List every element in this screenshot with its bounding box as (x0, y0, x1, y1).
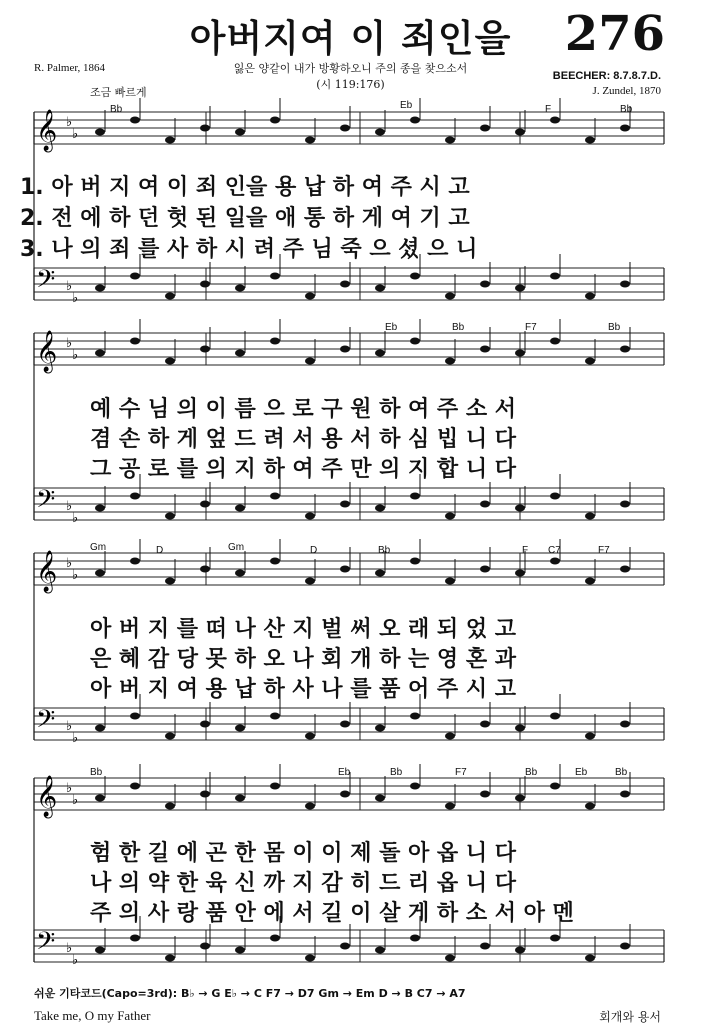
hymn-subtitle: 잃은 양같이 내가 방황하오니 주의 종을 찾으소서 (233, 62, 468, 75)
note-head (305, 513, 315, 520)
treble-clef: 𝄞 (36, 110, 58, 151)
chord-label: Bb (525, 767, 538, 778)
note-head (235, 947, 245, 954)
note-head (410, 273, 420, 280)
flat-sign: ♭ (72, 291, 79, 306)
note-head (410, 935, 420, 942)
note-head (340, 566, 350, 573)
note-head (445, 137, 455, 144)
note-head (340, 943, 350, 950)
bass-clef: 𝄢 (36, 265, 56, 300)
chord-label: F (522, 545, 529, 556)
note-head (235, 350, 245, 357)
note-head (585, 733, 595, 740)
note-head (445, 955, 455, 962)
note-head (480, 125, 490, 132)
note-head (95, 350, 105, 357)
lyricist: R. Palmer, 1864 (34, 62, 106, 74)
note-head (270, 713, 280, 720)
note-head (270, 493, 280, 500)
chord-label: Bb (452, 322, 465, 333)
note-head (550, 117, 560, 124)
note-head (95, 947, 105, 954)
note-head (130, 713, 140, 720)
note-head (515, 570, 525, 577)
tune-name: BEECHER: 8.7.8.7.D. (552, 70, 661, 82)
chord-label: Bb (90, 767, 103, 778)
flat-sign: ♭ (66, 279, 73, 294)
lyric-line: 2. 전 에 하 던 헛 된 일을 애 통 하 게 여 기 고 (20, 206, 470, 231)
note-head (270, 783, 280, 790)
note-head (480, 501, 490, 508)
chord-label: Bb (608, 322, 621, 333)
note-head (270, 273, 280, 280)
note-head (480, 566, 490, 573)
note-head (95, 285, 105, 292)
flat-sign: ♭ (66, 941, 73, 956)
scripture-reference: (시 119:176) (316, 78, 385, 91)
note-head (410, 338, 420, 345)
chord-label: F7 (598, 545, 610, 556)
lyric-line: 그 공 로 를 의 지 하 여 주 만 의 지 합 니 다 (90, 457, 517, 482)
note-head (550, 338, 560, 345)
bass-clef: 𝄢 (36, 705, 56, 740)
chord-label: D (156, 545, 164, 556)
note-head (480, 943, 490, 950)
chord-label: Eb (338, 767, 351, 778)
note-head (550, 558, 560, 565)
note-head (550, 713, 560, 720)
note-head (375, 947, 385, 954)
guitar-chord-guide: 쉬운 기타코드(Capo=3rd): B♭ → G E♭ → C F7 → D7 Gm → Em D → B C7 → A7 (34, 987, 466, 1000)
chord-label: Bb (378, 545, 391, 556)
note-head (515, 285, 525, 292)
lyric-line: 주 의 사 랑 품 안 에 서 길 이 살 게 하 소 서 아 멘 (90, 901, 574, 926)
chord-label: D (310, 545, 318, 556)
lyric-line: 험 한 길 에 곤 한 몸 이 이 제 돌 아 옵 니 다 (90, 841, 517, 866)
note-head (480, 281, 490, 288)
hymn-title: 아버지여 이 죄인을 (189, 17, 512, 60)
note-head (200, 281, 210, 288)
note-head (130, 117, 140, 124)
note-head (375, 129, 385, 136)
flat-sign: ♭ (72, 511, 79, 526)
hymn-category: 회개와 용서 (599, 1010, 661, 1024)
note-head (620, 943, 630, 950)
lyric-line: 나 의 약 한 육 신 까 지 감 히 드 리 옵 니 다 (90, 871, 517, 896)
note-head (95, 129, 105, 136)
note-head (585, 578, 595, 585)
note-head (340, 721, 350, 728)
note-head (480, 346, 490, 353)
note-head (130, 273, 140, 280)
note-head (410, 493, 420, 500)
flat-sign: ♭ (66, 336, 73, 351)
flat-sign: ♭ (72, 793, 79, 808)
note-head (270, 117, 280, 124)
note-head (515, 505, 525, 512)
note-head (585, 803, 595, 810)
note-head (550, 783, 560, 790)
note-head (585, 513, 595, 520)
chord-label: F (545, 104, 552, 115)
note-head (585, 137, 595, 144)
note-head (340, 125, 350, 132)
note-head (165, 513, 175, 520)
note-head (200, 566, 210, 573)
chord-label: C7 (548, 545, 561, 556)
note-head (270, 338, 280, 345)
note-head (445, 513, 455, 520)
composer: J. Zundel, 1870 (592, 85, 661, 97)
flat-sign: ♭ (72, 348, 79, 363)
note-head (130, 783, 140, 790)
note-head (305, 733, 315, 740)
note-head (375, 505, 385, 512)
flat-sign: ♭ (66, 499, 73, 514)
flat-sign: ♭ (72, 953, 79, 968)
note-head (165, 293, 175, 300)
note-head (445, 358, 455, 365)
note-head (95, 505, 105, 512)
note-head (200, 125, 210, 132)
note-head (410, 713, 420, 720)
note-head (620, 721, 630, 728)
note-head (620, 566, 630, 573)
note-head (95, 570, 105, 577)
lyric-line: 3. 나 의 죄 를 사 하 시 려 주 님 죽 으 셨 으 니 (20, 237, 478, 262)
note-head (340, 501, 350, 508)
note-head (620, 346, 630, 353)
note-head (375, 350, 385, 357)
note-head (620, 791, 630, 798)
note-head (585, 293, 595, 300)
note-head (235, 795, 245, 802)
note-head (550, 273, 560, 280)
note-head (550, 493, 560, 500)
note-head (585, 358, 595, 365)
treble-clef: 𝄞 (36, 331, 58, 372)
note-head (410, 117, 420, 124)
note-head (620, 501, 630, 508)
flat-sign: ♭ (66, 556, 73, 571)
note-head (445, 293, 455, 300)
bass-clef: 𝄢 (36, 485, 56, 520)
note-head (165, 358, 175, 365)
note-head (480, 791, 490, 798)
chord-label: Bb (615, 767, 628, 778)
bass-clef: 𝄢 (36, 927, 56, 962)
note-head (305, 803, 315, 810)
note-head (130, 558, 140, 565)
note-head (235, 505, 245, 512)
note-head (200, 346, 210, 353)
note-head (270, 558, 280, 565)
chord-label: F7 (525, 322, 537, 333)
lyric-line: 1. 아 버 지 여 이 죄 인을 용 납 하 여 주 시 고 (20, 175, 470, 200)
note-head (515, 725, 525, 732)
chord-label: Eb (385, 322, 398, 333)
chord-label: Bb (620, 104, 633, 115)
note-head (235, 129, 245, 136)
note-head (620, 281, 630, 288)
note-head (410, 558, 420, 565)
note-head (305, 578, 315, 585)
note-head (270, 935, 280, 942)
note-head (375, 285, 385, 292)
note-head (340, 346, 350, 353)
note-head (165, 137, 175, 144)
lyric-line: 아 버 지 를 떠 나 산 지 벌 써 오 래 되 었 고 (90, 617, 517, 642)
lyric-line: 은 혜 감 당 못 하 오 나 회 개 하 는 영 혼 과 (90, 647, 517, 672)
note-head (445, 733, 455, 740)
note-head (130, 493, 140, 500)
note-head (410, 783, 420, 790)
chord-label: Eb (400, 100, 413, 111)
note-head (515, 795, 525, 802)
note-head (130, 338, 140, 345)
note-head (305, 358, 315, 365)
flat-sign: ♭ (72, 568, 79, 583)
note-head (165, 955, 175, 962)
flat-sign: ♭ (66, 115, 73, 130)
note-head (305, 137, 315, 144)
note-head (515, 350, 525, 357)
note-head (375, 570, 385, 577)
note-head (95, 795, 105, 802)
note-head (165, 578, 175, 585)
note-head (375, 725, 385, 732)
hymn-number: 276 (564, 6, 665, 62)
note-head (95, 725, 105, 732)
lyric-line: 예 수 님 의 이 름 으 로 구 원 하 여 주 소 서 (90, 397, 517, 422)
note-head (200, 943, 210, 950)
flat-sign: ♭ (66, 781, 73, 796)
flat-sign: ♭ (72, 731, 79, 746)
note-head (305, 955, 315, 962)
note-head (235, 570, 245, 577)
note-head (620, 125, 630, 132)
treble-clef: 𝄞 (36, 776, 58, 817)
note-head (445, 578, 455, 585)
note-head (165, 803, 175, 810)
note-head (235, 285, 245, 292)
english-title: Take me, O my Father (34, 1008, 151, 1023)
note-head (200, 721, 210, 728)
lyric-line: 아 버 지 여 용 납 하 사 나 를 품 어 주 시 고 (90, 677, 517, 702)
flat-sign: ♭ (66, 719, 73, 734)
chord-label: Eb (575, 767, 588, 778)
note-head (515, 947, 525, 954)
note-head (585, 955, 595, 962)
note-head (375, 795, 385, 802)
note-head (550, 935, 560, 942)
chord-label: Bb (390, 767, 403, 778)
tempo-marking: 조금 빠르게 (90, 86, 147, 99)
note-head (200, 791, 210, 798)
chord-label: Gm (228, 542, 245, 553)
chord-label: Bb (110, 104, 123, 115)
note-head (200, 501, 210, 508)
treble-clef: 𝄞 (36, 551, 58, 592)
note-head (480, 721, 490, 728)
note-head (305, 293, 315, 300)
note-head (515, 129, 525, 136)
note-head (235, 725, 245, 732)
note-head (340, 791, 350, 798)
note-head (445, 803, 455, 810)
chord-label: Gm (90, 542, 107, 553)
flat-sign: ♭ (72, 127, 79, 142)
note-head (340, 281, 350, 288)
lyric-line: 겸 손 하 게 엎 드 려 서 용 서 하 심 빕 니 다 (90, 427, 517, 452)
note-head (130, 935, 140, 942)
chord-label: F7 (455, 767, 467, 778)
note-head (165, 733, 175, 740)
